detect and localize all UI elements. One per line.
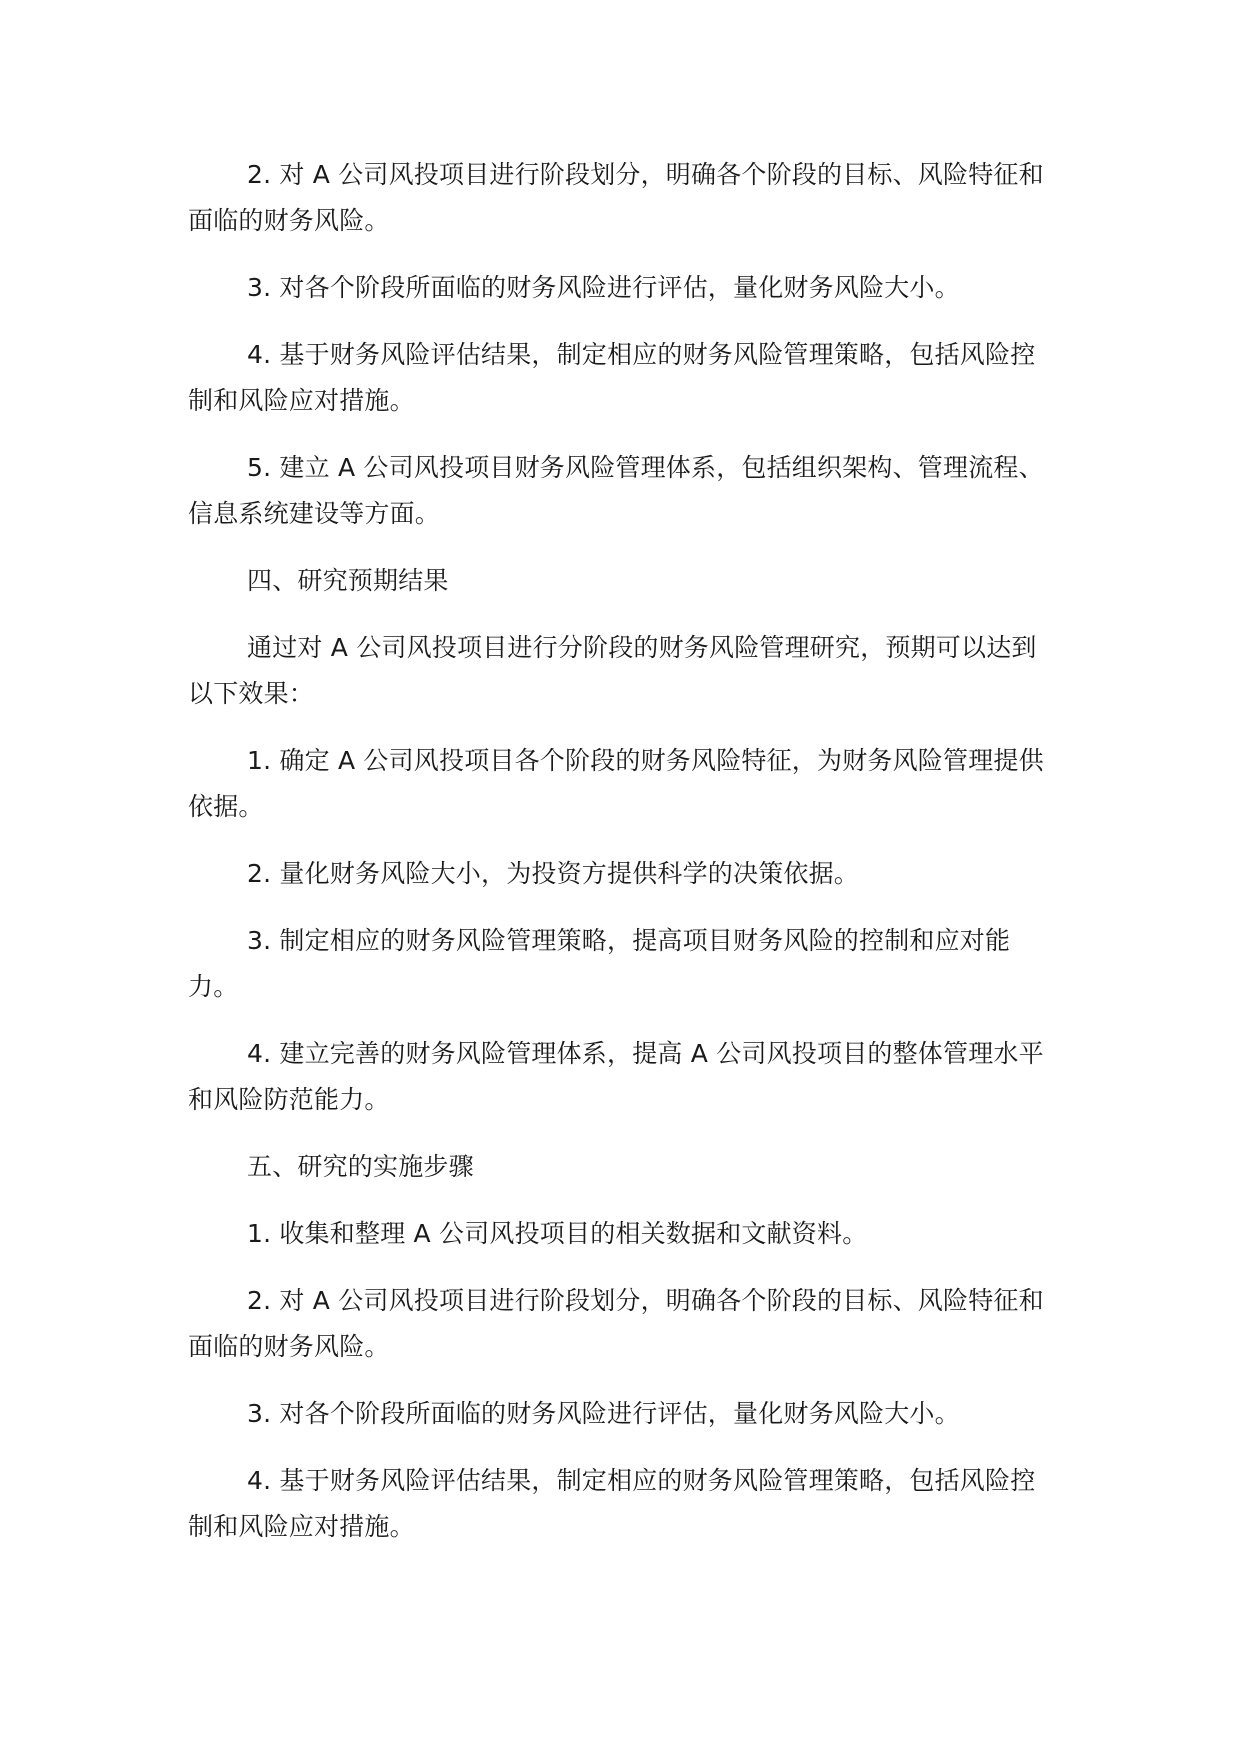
section-heading: 四、研究预期结果 — [247, 566, 449, 595]
paragraph: 2. 量化财务风险大小，为投资方提供科学的决策依据。 — [247, 859, 860, 888]
section-heading: 五、研究的实施步骤 — [247, 1152, 474, 1181]
paragraph: 4. 建立完善的财务风险管理体系，提高 A 公司风投项目的整体管理水平和风险防范能力。 — [188, 1039, 1044, 1114]
paragraph: 2. 对 A 公司风投项目进行阶段划分，明确各个阶段的目标、风险特征和面临的财务风险。 — [188, 160, 1044, 235]
paragraph: 1. 收集和整理 A 公司风投项目的相关数据和文献资料。 — [247, 1219, 868, 1248]
paragraph: 1. 确定 A 公司风投项目各个阶段的财务风险特征，为财务风险管理提供依据。 — [188, 746, 1044, 821]
paragraph: 5. 建立 A 公司风投项目财务风险管理体系，包括组织架构、管理流程、信息系统建设等方面。 — [188, 453, 1044, 528]
paragraph: 4. 基于财务风险评估结果，制定相应的财务风险管理策略，包括风险控制和风险应对措施。 — [188, 1466, 1036, 1541]
paragraph: 3. 对各个阶段所面临的财务风险进行评估，量化财务风险大小。 — [247, 273, 960, 302]
document-body — [188, 152, 1044, 1550]
paragraph: 3. 制定相应的财务风险管理策略，提高项目财务风险的控制和应对能力。 — [188, 926, 1011, 1001]
paragraph: 3. 对各个阶段所面临的财务风险进行评估，量化财务风险大小。 — [247, 1399, 960, 1428]
paragraph: 通过对 A 公司风投项目进行分阶段的财务风险管理研究，预期可以达到以下效果： — [188, 633, 1037, 708]
paragraph: 2. 对 A 公司风投项目进行阶段划分，明确各个阶段的目标、风险特征和面临的财务风险。 — [188, 1286, 1044, 1361]
paragraph: 4. 基于财务风险评估结果，制定相应的财务风险管理策略，包括风险控制和风险应对措施。 — [188, 340, 1036, 415]
